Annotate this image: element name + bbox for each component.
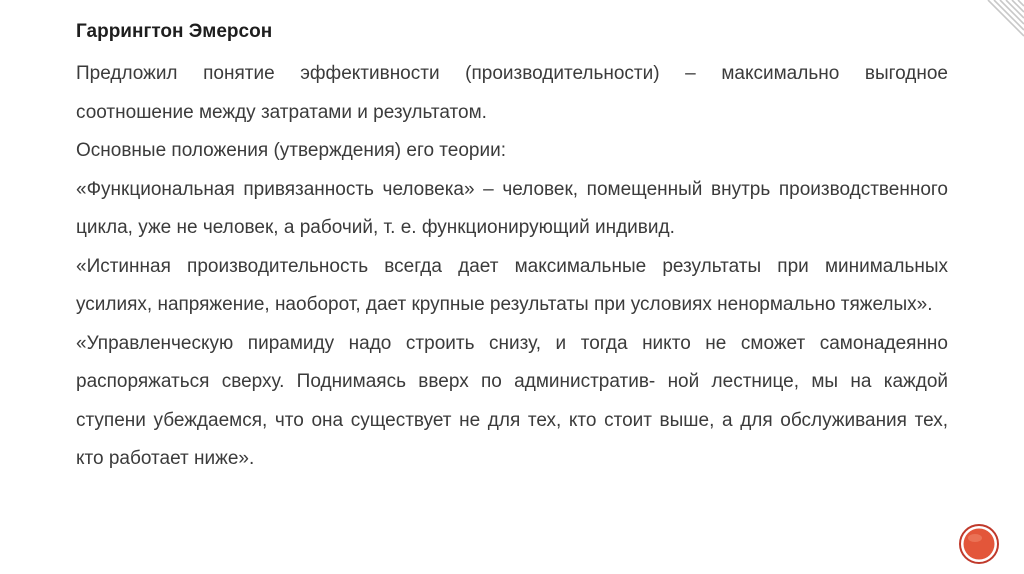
paragraph-management-pyramid: «Управленческую пирамиду надо строить снизу, и тогда никто не сможет самонадеянно распоряжаться сверху. Поднимаясь вверх по административ- ной лестнице, мы на каждой ступени убеждаемся, что она существует не для тех, кто стоит выше, а для обслуживания тех, кто работает ниже». (76, 332, 948, 469)
slide-content (76, 18, 948, 479)
paragraph-theory-intro: Основные положения (утверждения) его теории: (76, 140, 506, 161)
slide-badge-icon (958, 523, 1000, 565)
slide-title: Гаррингтон Эмерсон (76, 21, 273, 42)
paragraph-functional-attachment: «Функциональная привязанность человека» – человек, помещенный внутрь производственного цикла, уже не человек, а рабочий, т. е. функционирующий индивид. (76, 178, 948, 238)
paragraph-definition: Предложил понятие эффективности (производительности) – максимально выгодное соотношение между затратами и результатом. (76, 63, 948, 123)
paragraph-true-productivity: «Истинная производительность всегда дает максимальные результаты при минимальных усилиях, напряжение, наоборот, дает крупные результаты при условиях ненормально тяжелых». (76, 255, 948, 315)
corner-stripes-decoration (984, 0, 1024, 40)
